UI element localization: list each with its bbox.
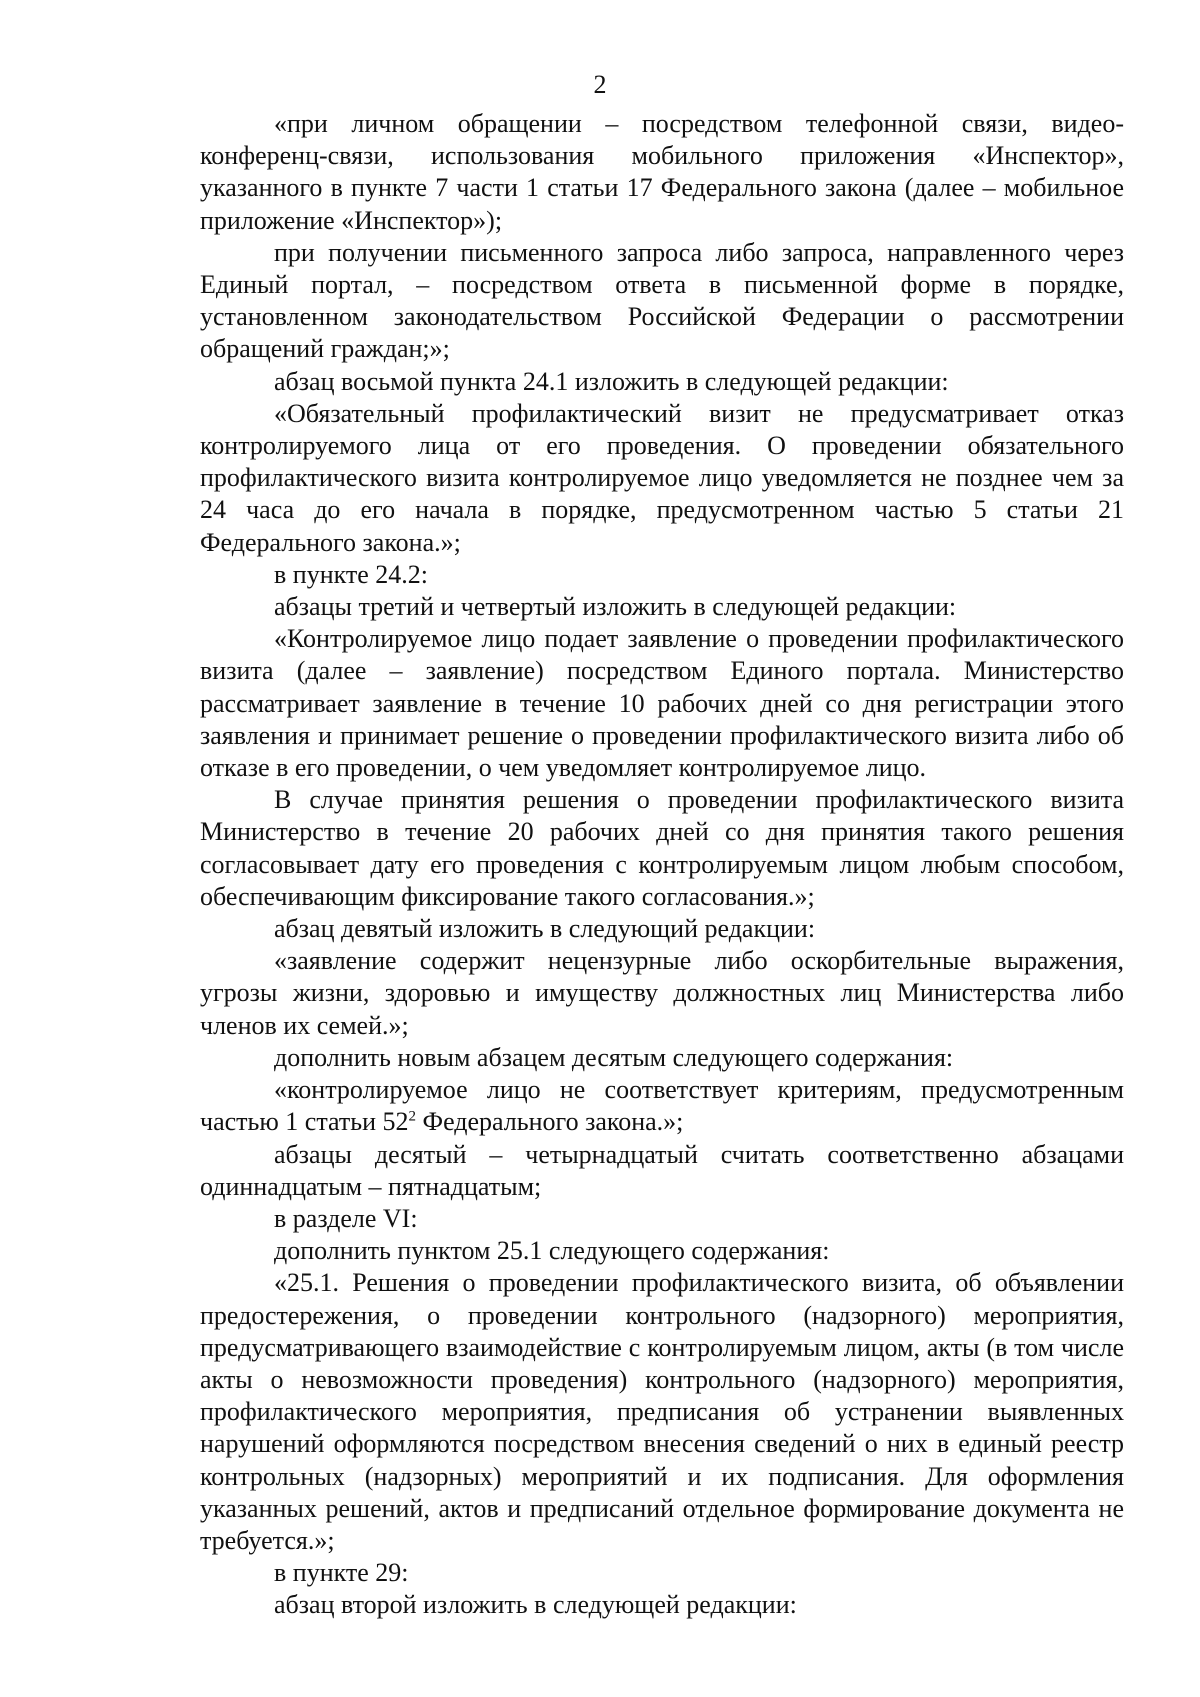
paragraph: «Контролируемое лицо подает заявление о проведении профилактического визита (далее – заявление) посредством Единого портала. Министерство рассматривает заявление в течение 10 рабочих дней со дня регистрации этого заявления и принимает решение о проведении профилактического визита либо об отказе в его проведении, о чем уведомляет контролируемое лицо. [200, 624, 1124, 783]
paragraph: в пункте 24.2: [274, 559, 429, 589]
paragraph: при получении письменного запроса либо запроса, направленного через Единый портал, – посредством ответа в письменной форме в порядке, установленном законодательством Российской Федерации о рассмотрении обращений граждан;»; [200, 237, 1124, 364]
page-number: 2 [593, 70, 607, 99]
paragraph: «Обязательный профилактический визит не предусматривает отказ контролируемого лица от его проведения. О проведении обязательного профилактического визита контролируемое лицо уведомляется не позднее чем за 24 часа до его начала в порядке, предусмотренном частью 5 статьи 21 Федерального закона.»; [200, 398, 1124, 557]
article-superscript: 2 [408, 1108, 417, 1125]
paragraph: в разделе VI: [274, 1203, 418, 1233]
criteria-text: «контролируемое лицо не соответствует критериям, предусмотренным частью 1 статьи 52 [200, 1075, 1124, 1137]
paragraph: «25.1. Решения о проведении профилактического визита, об объявлении предостережения, о проведении контрольного (надзорного) мероприятия, предусматривающего взаимодействие с контролируемым лицом, акты (в том числе акты о невозможности проведения) контрольного (надзорного) мероприятия, профилактического мероприятия, предписания об устранении выявленных нарушений оформляются посредством внесения сведений о них в единый реестр контрольных (надзорных) мероприятий и их подписания. Для оформления указанных решений, актов и предписаний отдельное формирование документа не требуется.»; [200, 1268, 1124, 1555]
paragraph: «заявление содержит нецензурные либо оскорбительные выражения, угрозы жизни, здоровью и имуществу должностных лиц Министерства либо членов их семей.»; [200, 946, 1124, 1040]
document-body [200, 108, 1124, 1622]
paragraph: «при личном обращении – посредством телефонной связи, видео-конференц-связи, использования мобильного приложения «Инспектор», указанного в пункте 7 части 1 статьи 17 Федерального закона (далее – мобильное приложение «Инспектор»); [200, 109, 1124, 235]
criteria-text-end: Федерального закона.»; [416, 1107, 684, 1137]
paragraph: абзацы третий и четвертый изложить в следующей редакции: [274, 592, 957, 622]
paragraph: абзац восьмой пункта 24.1 изложить в следующей редакции: [274, 366, 949, 396]
paragraph: абзац второй изложить в следующей редакции: [274, 1590, 797, 1620]
paragraph: дополнить пунктом 25.1 следующего содержания: [274, 1236, 830, 1266]
paragraph: дополнить новым абзацем десятым следующего содержания: [274, 1042, 954, 1072]
paragraph: абзац девятый изложить в следующий редакции: [274, 914, 816, 944]
paragraph: В случае принятия решения о проведении профилактического визита Министерство в течение 20 рабочих дней со дня принятия такого решения согласовывает дату его проведения с контролируемым лицом любым способом, обеспечивающим фиксирование такого согласования.»; [200, 785, 1124, 911]
criteria-paragraph [200, 1074, 1124, 1138]
paragraph: в пункте 29: [274, 1558, 409, 1588]
paragraph: абзацы десятый – четырнадцатый считать соответственно абзацами одиннадцатым – пятнадцатым; [200, 1139, 1124, 1201]
